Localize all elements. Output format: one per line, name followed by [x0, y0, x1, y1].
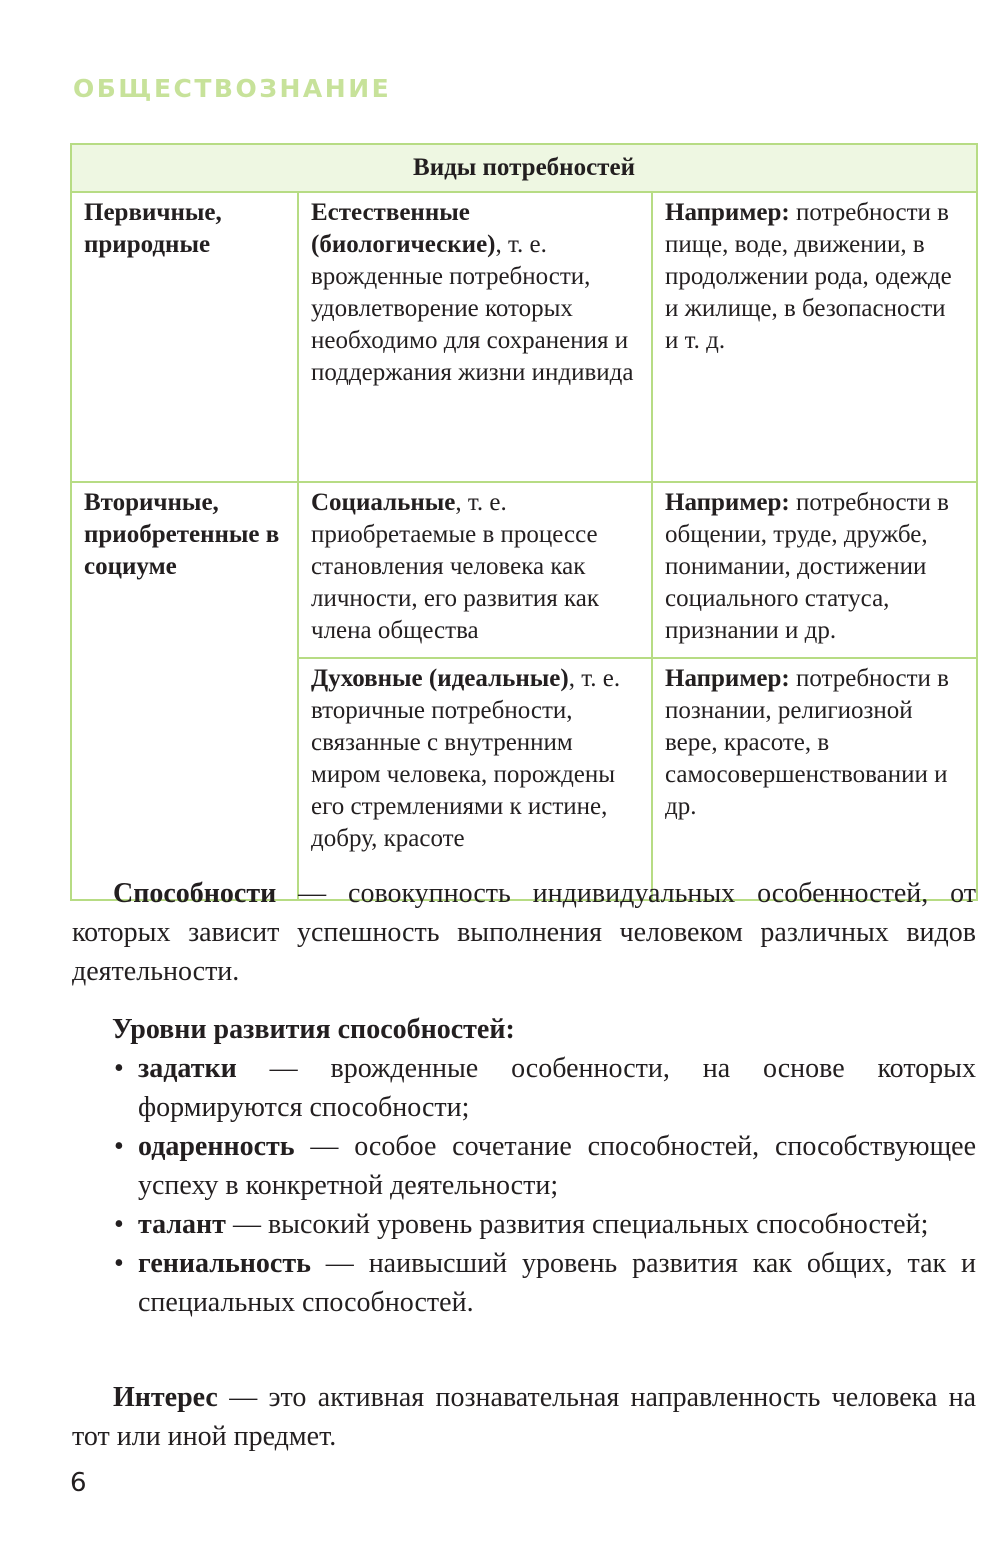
page-number: 6 [70, 1468, 87, 1498]
level-term: задатки [138, 1053, 237, 1084]
bullet-icon: • [114, 1248, 124, 1279]
level-text: — врожденные особенности, на основе которых формируются способности; [138, 1053, 976, 1123]
type-description: , т. е. приобретаемые в процессе становления человека как личности, его развития как члена общества [311, 489, 600, 644]
level-text: — наивысший уровень развития как общих, так и специальных способностей. [138, 1248, 976, 1318]
level-text: — особое сочетание способностей, способствующее успеху в конкретной деятельности; [138, 1131, 976, 1201]
interest-definition: — это активная познавательная направленность человека на тот или иной предмет. [72, 1382, 976, 1452]
interest-paragraph [72, 1378, 976, 1456]
category-cell [71, 482, 298, 900]
needs-table [70, 143, 978, 901]
example-cell [652, 658, 977, 900]
list-item [112, 1205, 976, 1244]
list-item [112, 1127, 976, 1205]
bullet-icon: • [114, 1131, 124, 1162]
example-text: потребности в общении, труде, дружбе, понимании, достижении социального статуса, признании и др. [665, 489, 949, 644]
level-term: гениальность [138, 1248, 311, 1279]
type-description: , т. е. врожденные потребности, удовлетворение которых необходимо для сохранения и поддержания жизни индивида [311, 231, 634, 386]
abilities-definition: — совокупность индивидуальных особенностей, от которых зависит успешность выполнения человеком различных видов деятельности. [72, 878, 976, 987]
table-row [71, 482, 977, 658]
category-label: Первичные, природные [84, 199, 222, 258]
level-term: талант [138, 1209, 226, 1240]
interest-term: Интерес [113, 1382, 218, 1413]
type-cell [298, 482, 652, 658]
type-cell [298, 658, 652, 900]
table-row [71, 192, 977, 482]
bullet-icon: • [114, 1053, 124, 1084]
level-text: — высокий уровень развития специальных способностей; [225, 1209, 929, 1240]
abilities-paragraph [72, 874, 976, 991]
table-header-row [71, 144, 977, 192]
list-item [112, 1049, 976, 1127]
example-text: потребности в пище, воде, движении, в продолжении рода, одежде и жилище, в безопасности и т. д. [665, 199, 952, 354]
level-term: одаренность [138, 1131, 295, 1162]
example-label: Например: [665, 199, 790, 226]
type-description: , т. е. вторичные потребности, связанные с внутренним миром человека, порождены его стремлениями к истине, добру, красоте [311, 665, 621, 852]
levels-heading: Уровни развития способностей: [112, 1014, 515, 1045]
type-cell [298, 192, 652, 482]
list-item [112, 1244, 976, 1322]
table-title: Виды потребностей [71, 144, 977, 192]
levels-list [112, 1049, 976, 1322]
abilities-term: Способности [113, 878, 277, 909]
example-cell [652, 482, 977, 658]
example-label: Например: [665, 489, 790, 516]
bullet-icon: • [114, 1209, 124, 1240]
type-term: Духовные (идеальные) [311, 665, 569, 692]
example-text: потребности в познании, религиозной вере, красоте, в самосовершенствовании и др. [665, 665, 949, 820]
example-label: Например: [665, 665, 790, 692]
example-cell [652, 192, 977, 482]
type-term: Социальные [311, 489, 456, 516]
type-term: Естественные (биологические) [311, 199, 496, 258]
category-cell [71, 192, 298, 482]
section-header: ОБЩЕСТВОЗНАНИЕ [73, 74, 392, 103]
category-label: Вторичные, приобретенные в социуме [84, 489, 280, 580]
